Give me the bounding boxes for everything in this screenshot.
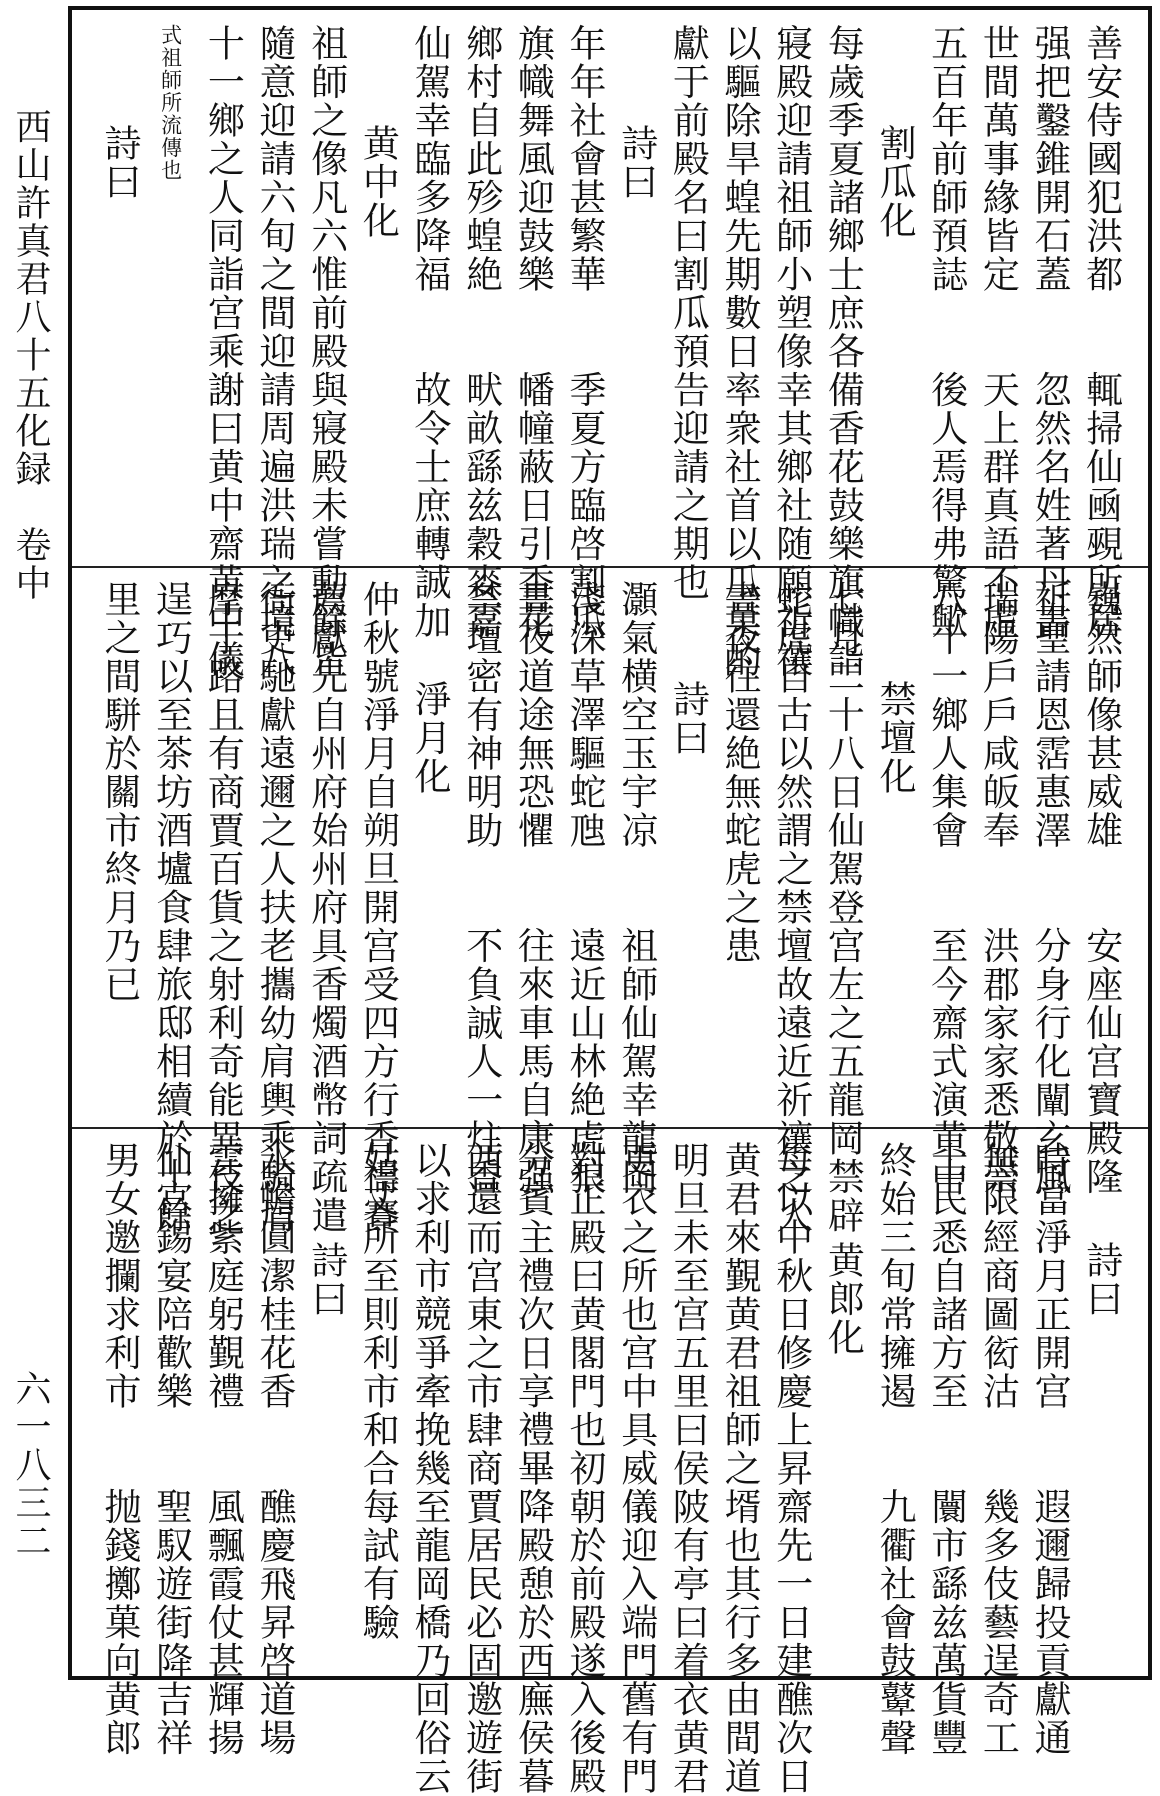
text-column: 八十一鄉人集會 至今齋式演黄中 — [924, 580, 968, 1196]
text-column: 巍然師像甚威雄 安座仙宫寶殿隆 — [1079, 580, 1123, 1196]
text-column: 黄君來覲黄君祖師之壻也其行多由間道 — [718, 1141, 762, 1796]
text-column: 年年社會甚繁華 季夏方臨啓割瓜 — [563, 24, 607, 640]
section-heading: 詩曰 — [614, 124, 658, 201]
section-heading: 詩曰 — [98, 124, 141, 201]
text-column: 終始三旬常擁遏 九衢社會鼓鼙聲 — [873, 1141, 917, 1757]
text-column: 仲秋號淨月自朔旦開宫受四方行香禱賽 — [356, 580, 400, 1235]
text-column: 祈聖請恩霑惠澤 分身行化闡玄風 — [1028, 580, 1072, 1196]
text-column: 式祖師所流傳也 — [158, 24, 183, 182]
column-group — [94, 1141, 1126, 1796]
text-column: 仙駕幸臨多降福 故令士庶轉誠加 — [408, 24, 452, 640]
text-column: 分賓主禮次日享禮畢降殿憩於西廡侯暮 — [511, 1141, 555, 1796]
text-column: 善安侍國犯洪都 輒掃仙凾覡所居 — [1079, 24, 1123, 640]
section-heading: 詩曰 — [666, 680, 710, 757]
text-column: 蛇虎自古以然謂之禁壇故遠近祈禳之人 — [769, 580, 813, 1235]
text-column: 摩于路且有商賈百貨之射利奇能異伎之 — [201, 580, 245, 1235]
text-column: 旗幟舞風迎鼓樂 幡幢蔽日引香花 — [511, 24, 555, 640]
text-column: 逞巧以至茶坊酒壚食肆旅邸相續於十餘 — [149, 580, 193, 1235]
text-column: 寢殿迎請祖師小塑像幸其鄉社随願祈禳 — [769, 24, 813, 679]
text-column: 明旦未至宫五里曰侯陂有亭曰着衣黄君 — [666, 1141, 710, 1796]
text-column: 男女邀攔求利市 抛錢擲菓向黄郎 — [98, 1141, 141, 1757]
section-heading: 禁壇化 — [873, 680, 917, 796]
text-column: 鄉村自此殄蝗絶 畎畝繇兹穀麥嘉 — [459, 24, 503, 640]
text-column: 士民悉自諸方至 闤市繇兹萬貨豐 — [924, 1141, 968, 1757]
text-column: 每歲季夏諸鄉士庶各備香花鼓樂旗幟詣 — [821, 24, 865, 679]
section-heading: 割瓜化 — [873, 124, 917, 240]
text-column: 隨意迎請六旬之間迎請周遍洪瑞之境八 — [253, 24, 297, 679]
text-column: 仙宫錫宴陪歡樂 聖馭遊街降吉祥 — [149, 1141, 193, 1757]
text-band-middle — [72, 566, 1148, 1235]
section-heading: 詩曰 — [304, 1241, 348, 1318]
text-band-bottom — [72, 1127, 1148, 1796]
text-column: 七月二十八日仙駕登宫左之五龍岡禁辟 — [821, 580, 865, 1235]
text-column: 晝夜往還絶無蛇虎之患 — [718, 580, 762, 965]
text-column: 獻于前殿名曰割瓜預告迎請之期也 — [666, 24, 710, 602]
section-heading: 黄郎化 — [821, 1241, 865, 1357]
text-column: 雲擁紫庭躬覲禮 風飄霞仗甚輝揚 — [201, 1141, 245, 1757]
page-frame — [68, 6, 1152, 1796]
text-column: 氷蟾圓潔桂花香 醮慶飛昇啓道場 — [253, 1141, 297, 1757]
text-column: 以驅除旱蝗先期數日率衆社首以瓜菓酌 — [718, 24, 762, 679]
text-column: 祖師之像凡六惟前殿與寢殿未嘗動餘皆 — [304, 24, 348, 679]
text-column: 强把鑿錐開石蓋 忽然名姓著丹書 — [1028, 24, 1072, 640]
text-column: 里之間駢於關市終月乃已 — [98, 580, 141, 1004]
left-margin — [0, 0, 60, 1687]
text-column: 灝氣横空玉宇凉 祖師仙駕幸龍岡 — [614, 580, 658, 1196]
text-column: 五百年前師預誌 後人焉得弗驚歟 — [924, 24, 968, 640]
text-column: 十一鄉之人同詣宫乘謝曰黄中齋黄中儀 — [201, 24, 245, 679]
text-column: 西還而宫東之市肆商賈居民必固邀遊街 — [459, 1141, 503, 1796]
text-column: 衙吏馳獻遠邇之人扶老攜幼肩輿乘騎肩 — [253, 580, 297, 1235]
text-column: 以求利市競爭牽挽幾至龍岡橋乃回俗云 — [408, 1141, 452, 1796]
text-column: 時當淨月正開宫 遐邇歸投貢獻通 — [1028, 1141, 1072, 1757]
text-column: 薦獻先自州府始州府具香燭酒幣詞疏遣 — [304, 580, 348, 1235]
text-column: 無限經商圖衒沽 幾多伎藝逞奇工 — [976, 1141, 1020, 1757]
book-title: 西山許真君八十五化録 卷中 — [10, 108, 51, 602]
text-column: 每以中秋日修慶上昇齋先一日建醮次日 — [769, 1141, 813, 1796]
section-heading: 淨月化 — [408, 680, 452, 796]
text-column: 姑丈所至則利市和合每試有驗 — [356, 1141, 400, 1642]
section-heading: 黄中化 — [356, 124, 400, 240]
text-column: 淺深草澤驅蛇虺 遠近山林絶虎狼 — [563, 580, 607, 1196]
column-group — [94, 580, 1126, 1235]
text-column: 晝夜道途無恐懼 往來車馬自康强 — [511, 580, 555, 1196]
text-band-top — [72, 10, 1148, 679]
text-column: 瑞陽戶戶咸皈奉 洪郡家家悉敬崇 — [976, 580, 1020, 1196]
text-column: 世間萬事緣皆定 天上群真語不虚 — [976, 24, 1020, 640]
text-column: 對正殿曰黄閣門也初朝於前殿遂入後殿 — [563, 1141, 607, 1796]
text-column: 禁壇密有神明助 不負誠人一炷香 — [459, 580, 503, 1196]
column-group — [94, 24, 1126, 679]
text-column: 更衣之所也宫中具威儀迎入端門舊有門 — [614, 1141, 658, 1796]
page-number: 六一八三二 — [10, 1370, 51, 1560]
section-heading: 詩曰 — [1079, 1241, 1123, 1318]
